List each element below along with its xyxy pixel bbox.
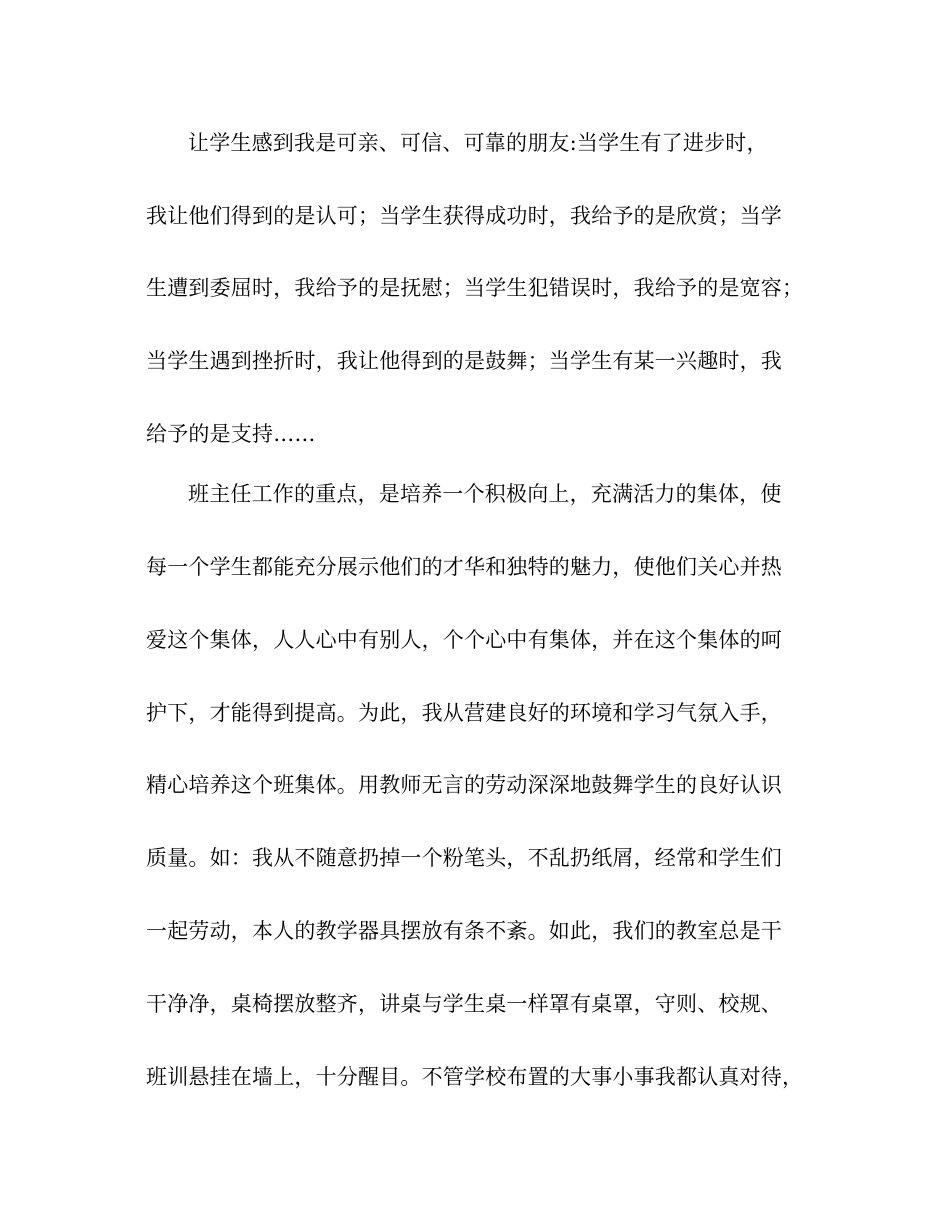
paragraph-line: 精心培养这个班集体。用教师无言的劳动深深地鼓舞学生的良好认识 <box>146 773 782 797</box>
paragraph-line: 质量。如：我从不随意扔掉一个粉笔头，不乱扔纸屑，经常和学生们 <box>146 846 782 870</box>
paragraph-line: 生遭到委屈时，我给予的是抚慰；当学生犯错误时，我给予的是宽容； <box>146 276 804 300</box>
paragraph-line: 班主任工作的重点，是培养一个积极向上，充满活力的集体，使 <box>188 482 782 506</box>
paragraph-line: 爱这个集体，人人心中有别人，个个心中有集体，并在这个集体的呵 <box>146 628 782 652</box>
paragraph-line: 当学生遇到挫折时，我让他得到的是鼓舞；当学生有某一兴趣时，我 <box>146 349 782 373</box>
paragraph-line: 每一个学生都能充分展示他们的才华和独特的魅力，使他们关心并热 <box>146 555 782 579</box>
paragraph-line: 班训悬挂在墙上，十分醒目。不管学校布置的大事小事我都认真对待， <box>146 1065 804 1089</box>
paragraph-line: 让学生感到我是可亲、可信、可靠的朋友:当学生有了进步时， <box>188 131 768 155</box>
paragraph-line: 我让他们得到的是认可；当学生获得成功时，我给予的是欣赏；当学 <box>146 204 782 228</box>
paragraph-line: 一起劳动，本人的教学器具摆放有条不紊。如此，我们的教室总是干 <box>146 919 782 943</box>
paragraph-line: 护下，才能得到提高。为此，我从营建良好的环境和学习气氛入手， <box>146 701 782 725</box>
paragraph-line: 给予的是支持…… <box>146 422 316 446</box>
paragraph-line: 干净净，桌椅摆放整齐，讲桌与学生桌一样罩有桌罩，守则、校规、 <box>146 992 782 1016</box>
